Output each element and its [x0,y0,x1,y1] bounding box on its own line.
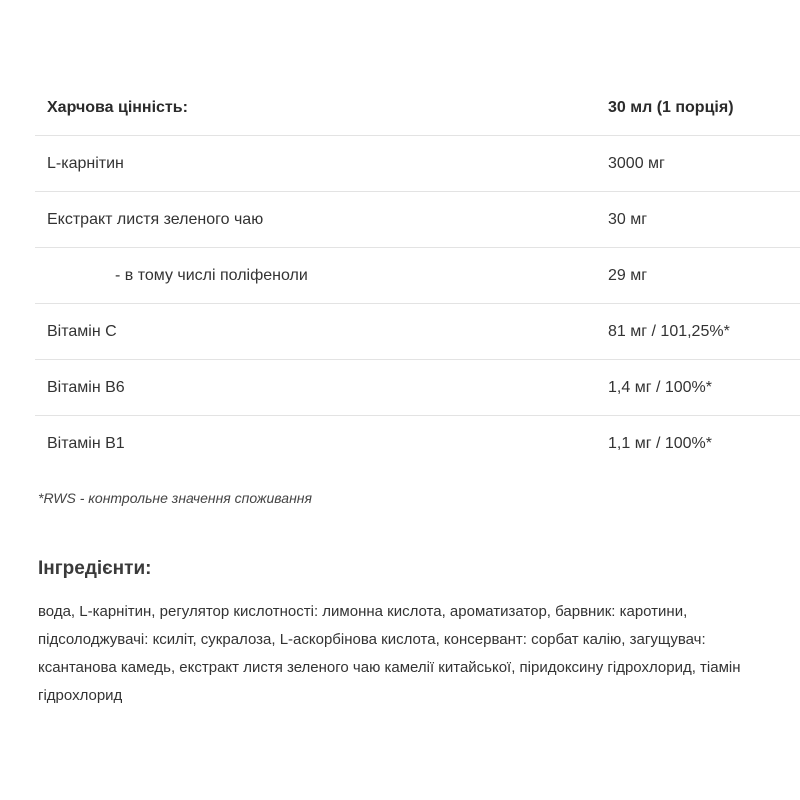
nutrient-name: Вітамін В6 [35,360,600,416]
nutrient-value: 30 мг [600,192,800,248]
nutrient-value: 29 мг [600,248,800,304]
nutrient-value: 3000 мг [600,136,800,192]
table-row [35,248,800,304]
nutrient-value: 81 мг / 101,25%* [600,304,800,360]
nutrition-header-value: 30 мл (1 порція) [600,80,800,136]
table-row [35,192,800,248]
table-row [35,416,800,472]
ingredients-text: вода, L-карнітин, регулятор кислотності: лимонна кислота, ароматизатор, барвник: каротини, підсолоджувачі: ксиліт, сукралоза, L-аскорбінова кислота, консервант: сорбат калію, загущувач: ксантанова камедь, екстракт листя зеленого чаю камелії китайської, піридоксину гідрохлорид, тіамін гідрохлорид [38,603,741,704]
nutrient-name: Вітамін С [35,304,600,360]
nutrient-name: Екстракт листя зеленого чаю [35,192,600,248]
table-row [35,360,800,416]
nutrient-name: - в тому числі поліфеноли [35,248,600,304]
nutrition-table [35,80,800,471]
nutrition-header-row [35,80,800,136]
ingredients-title: Інгредієнти: [38,558,152,579]
nutrient-value: 1,4 мг / 100%* [600,360,800,416]
table-row [35,136,800,192]
rws-footnote: *RWS - контрольне значення споживання [38,490,312,506]
nutrient-name: Вітамін В1 [47,434,125,452]
nutrient-name: L-карнітин [35,136,600,192]
table-row [35,304,800,360]
nutrient-value: 1,1 мг / 100%* [608,434,713,452]
nutrition-header-label: Харчова цінність: [35,80,600,136]
